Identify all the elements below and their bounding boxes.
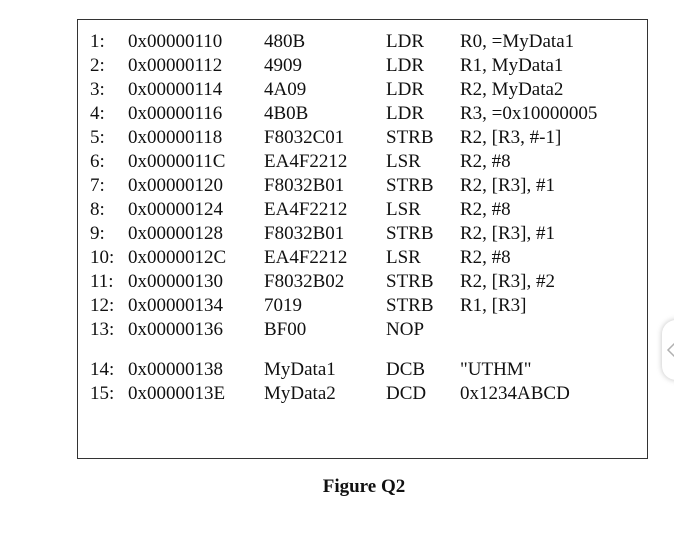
machine-code: F8032C01 <box>264 127 345 148</box>
address: 0x00000112 <box>128 55 223 76</box>
mnemonic: STRB <box>386 295 434 316</box>
line-number: 12: <box>90 295 115 316</box>
code-listing <box>90 30 640 406</box>
address: 0x00000134 <box>128 295 223 316</box>
line-number: 6: <box>90 151 105 172</box>
machine-code: EA4F2212 <box>264 199 348 220</box>
line-number: 15: <box>90 383 115 404</box>
line-number: 14: <box>90 359 115 380</box>
listing-row <box>90 30 640 54</box>
mnemonic: STRB <box>386 175 434 196</box>
line-number: 2: <box>90 55 105 76</box>
listing-row <box>90 318 640 342</box>
operands: R2, [R3], #1 <box>460 223 555 244</box>
line-number: 7: <box>90 175 105 196</box>
mnemonic: LDR <box>386 103 424 124</box>
mnemonic: LSR <box>386 199 421 220</box>
address: 0x00000116 <box>128 103 223 124</box>
operands: R2, [R3, #-1] <box>460 127 562 148</box>
line-number: 5: <box>90 127 105 148</box>
operands: R3, =0x10000005 <box>460 103 598 124</box>
mnemonic: LDR <box>386 31 424 52</box>
line-number: 8: <box>90 199 105 220</box>
side-panel-handle[interactable] <box>662 320 674 380</box>
listing-row <box>90 174 640 198</box>
machine-code: EA4F2212 <box>264 151 348 172</box>
mnemonic: LDR <box>386 79 424 100</box>
operands: R1, MyData1 <box>460 55 564 76</box>
operands: R2, [R3], #2 <box>460 271 555 292</box>
listing-row <box>90 222 640 246</box>
mnemonic: NOP <box>386 319 425 340</box>
line-number: 9: <box>90 223 105 244</box>
address: 0x00000124 <box>128 199 223 220</box>
address: 0x00000136 <box>128 319 223 340</box>
machine-code: F8032B02 <box>264 271 345 292</box>
listing-row <box>90 54 640 78</box>
machine-code: 4B0B <box>264 103 309 124</box>
listing-row <box>90 102 640 126</box>
machine-code: 4A09 <box>264 79 307 100</box>
operands: 0x1234ABCD <box>460 383 570 404</box>
machine-code: 480B <box>264 31 306 52</box>
mnemonic: LSR <box>386 247 421 268</box>
machine-code: F8032B01 <box>264 175 345 196</box>
address: 0x00000114 <box>128 79 223 100</box>
listing-row <box>90 382 640 406</box>
address: 0x0000013E <box>128 383 226 404</box>
mnemonic: STRB <box>386 223 434 244</box>
line-number: 13: <box>90 319 115 340</box>
operands: R1, [R3] <box>460 295 527 316</box>
data-label: MyData2 <box>264 383 336 404</box>
operands: R2, #8 <box>460 247 511 268</box>
machine-code: BF00 <box>264 319 307 340</box>
operands: R2, #8 <box>460 151 511 172</box>
chevron-left-icon <box>666 341 674 359</box>
machine-code: 7019 <box>264 295 302 316</box>
address: 0x0000012C <box>128 247 227 268</box>
mnemonic: LDR <box>386 55 424 76</box>
directive: DCB <box>386 359 426 380</box>
machine-code: EA4F2212 <box>264 247 348 268</box>
address: 0x0000011C <box>128 151 226 172</box>
line-number: 4: <box>90 103 105 124</box>
figure-caption: Figure Q2 <box>322 476 406 497</box>
data-label: MyData1 <box>264 359 336 380</box>
operands: R2, MyData2 <box>460 79 564 100</box>
machine-code: 4909 <box>264 55 302 76</box>
address: 0x00000138 <box>128 359 223 380</box>
address: 0x00000110 <box>128 31 223 52</box>
operands: R2, [R3], #1 <box>460 175 555 196</box>
line-number: 11: <box>90 271 114 292</box>
line-number: 10: <box>90 247 115 268</box>
listing-row <box>90 126 640 150</box>
listing-row <box>90 270 640 294</box>
mnemonic: STRB <box>386 127 434 148</box>
machine-code: F8032B01 <box>264 223 345 244</box>
code-listing-box <box>77 19 648 459</box>
mnemonic: STRB <box>386 271 434 292</box>
listing-row <box>90 294 640 318</box>
operands: "UTHM" <box>460 359 532 380</box>
listing-row <box>90 358 640 382</box>
line-number: 1: <box>90 31 105 52</box>
listing-row <box>90 150 640 174</box>
address: 0x00000130 <box>128 271 223 292</box>
directive: DCD <box>386 383 427 404</box>
operands: R0, =MyData1 <box>460 31 575 52</box>
address: 0x00000118 <box>128 127 223 148</box>
listing-row <box>90 246 640 270</box>
line-number: 3: <box>90 79 105 100</box>
mnemonic: LSR <box>386 151 421 172</box>
listing-row <box>90 78 640 102</box>
listing-row <box>90 198 640 222</box>
operands: R2, #8 <box>460 199 511 220</box>
address: 0x00000128 <box>128 223 223 244</box>
address: 0x00000120 <box>128 175 223 196</box>
